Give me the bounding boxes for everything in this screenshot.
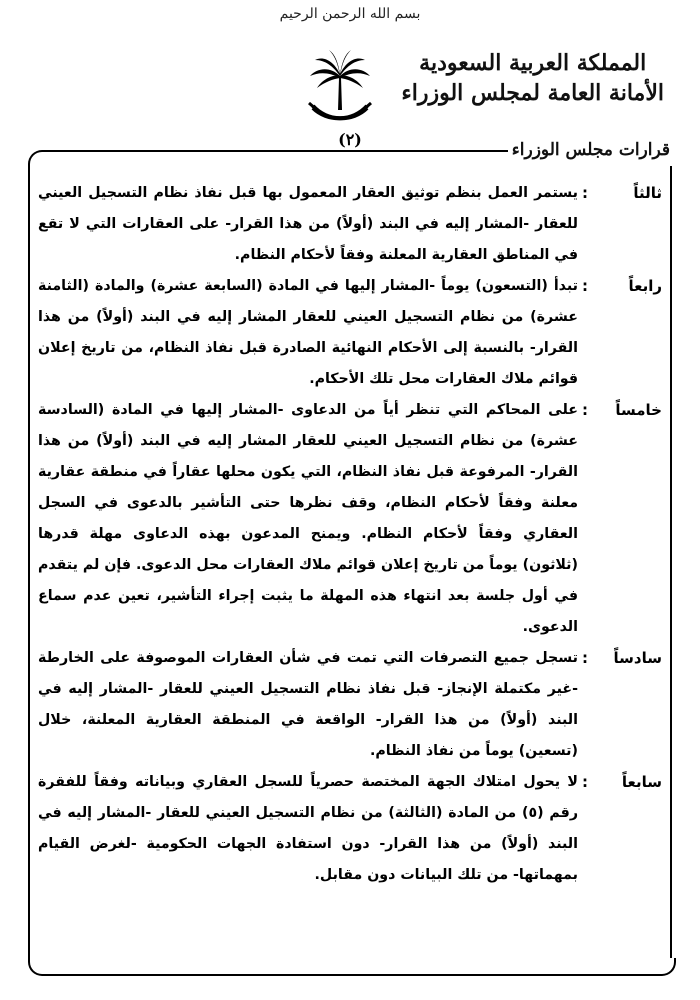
clause-text: لا يحول امتلاك الجهة المختصة حصرياً للسجل العقاري وبياناته وفقاً للفقرة رقم (٥) من المادة (الثالثة) من نظام التسجيل العيني للعقار -المشار إليه في البند (أولاً) من هذا القرار- دون استفادة الجهات الحكومية -لغرض القيام بمهماتها- من تلك البيانات دون مقابل. bbox=[38, 774, 578, 883]
frame-border-bottom bbox=[28, 958, 676, 976]
clause-label: خامساً bbox=[615, 401, 662, 419]
decision-clauses bbox=[38, 178, 662, 891]
clause-colon: : bbox=[582, 277, 588, 295]
clause-colon: : bbox=[582, 773, 588, 791]
clause-label: سابعاً bbox=[621, 773, 662, 791]
clause-fifth bbox=[38, 395, 662, 643]
frame-label: قرارات مجلس الوزراء bbox=[511, 140, 670, 160]
clause-label: رابعاً bbox=[628, 277, 662, 295]
clause-text: تسجل جميع التصرفات التي تمت في شأن العقارات الموصوفة على الخارطة -غير مكتملة الإنجاز- قبل نفاذ نظام التسجيل العيني للعقار -المشار إليه في البند (أولاً) من هذا القرار- الواقعة في المنطقة العقارية المعلنة، خلال (تسعين) يوماً من نفاذ النظام. bbox=[38, 650, 578, 759]
page-number: (٢) bbox=[338, 130, 362, 149]
clause-colon: : bbox=[582, 401, 588, 419]
clause-fourth bbox=[38, 271, 662, 395]
basmala-heading: بسم الله الرحمن الرحيم bbox=[279, 6, 421, 22]
org-name-line1: المملكة العربية السعودية bbox=[419, 50, 647, 76]
organization-header bbox=[401, 48, 664, 108]
clause-colon: : bbox=[582, 649, 588, 667]
clause-label: سادساً bbox=[613, 649, 662, 667]
clause-text: يستمر العمل بنظم توثيق العقار المعمول بها قبل نفاذ نظام التسجيل العيني للعقار -المشار إليه في البند (أولاً) من هذا القرار- على العقارات التي لا تقع في المناطق العقارية المعلنة وفقاً لأحكام النظام. bbox=[38, 185, 578, 263]
clause-third bbox=[38, 178, 662, 271]
org-name-line2: الأمانة العامة لمجلس الوزراء bbox=[401, 80, 664, 106]
frame-border-left bbox=[28, 166, 30, 958]
clause-colon: : bbox=[582, 184, 588, 202]
clause-label: ثالثاً bbox=[633, 184, 662, 202]
frame-border-right bbox=[670, 166, 672, 958]
frame-border-top bbox=[28, 150, 508, 168]
clause-text: تبدأ (التسعون) يوماً -المشار إليها في المادة (السابعة عشرة) والمادة (الثامنة عشرة) من نظام التسجيل العيني للعقار المشار إليه في البند (أولاً) من هذا القرار- بالنسبة إلى الأحكام النهائية الصادرة قبل نفاذ النظام، من تاريخ إعلان قوائم ملاك العقارات محل تلك الأحكام. bbox=[38, 278, 578, 387]
clause-sixth bbox=[38, 643, 662, 767]
clause-text: على المحاكم التي تنظر أياً من الدعاوى -المشار إليها في المادة (السادسة عشرة) من نظام التسجيل العيني للعقار المشار إليه في البند (أولاً) من هذا القرار- المرفوعة قبل نفاذ النظام، التي يكون محلها عقاراً في منطقة عقارية معلنة وفقاً لأحكام النظام، وقف نظرها حتى التأشير بالدعوى في السجل العقاري وفقاً لأحكام النظام. ويمنح المدعون بهذه الدعاوى مهلة قدرها (ثلاثون) يوماً من تاريخ إعلان قوائم ملاك العقارات محل الدعوى. فإن لم يتقدم في أول جلسة بعد انتهاء هذه المهلة ما يثبت إجراء التأشير، تعين عدم سماع الدعوى. bbox=[38, 402, 578, 635]
clause-seventh bbox=[38, 767, 662, 891]
palm-and-swords-emblem-icon bbox=[305, 48, 375, 128]
